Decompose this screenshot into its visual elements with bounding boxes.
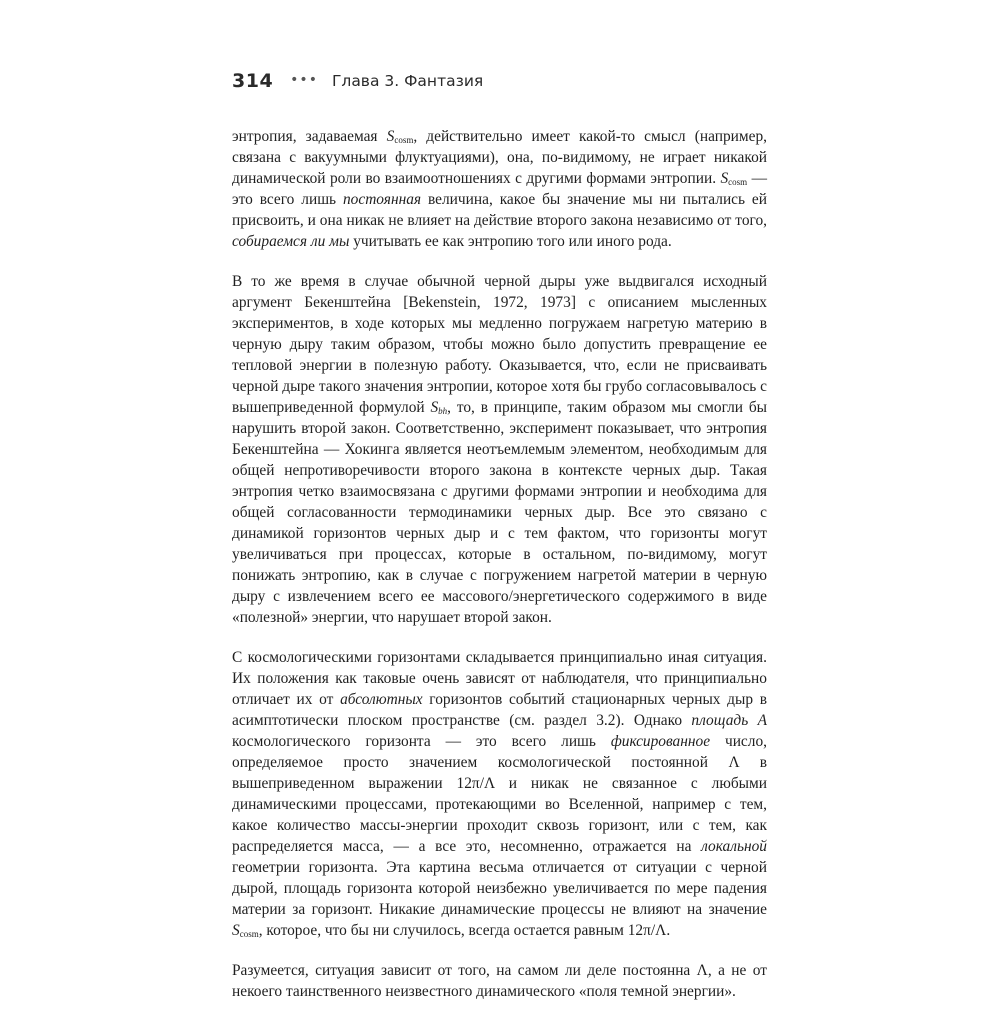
text-run: — это всего лишь bbox=[232, 170, 767, 208]
emphasis-text: постоянная bbox=[342, 191, 422, 208]
text-run: , которое, что бы ни случилось, всегда остается равным 12π/Λ. bbox=[258, 922, 671, 939]
text-run: В то же время в случае обычной черной дыры уже выдвигался исходный аргумент Бекенштейна [Bekenstein, 1972, 1973] с описанием мысленных экспериментов, в ходе которых мы медленно погружаем нагретую материю в черную дыру таким образом, чтобы можно было допустить превращение ее тепловой энергии в полезную работу. Оказывается, что, если не присваивать черной дыре такого значения энтропии, которое хотя бы грубо согласовывалось с вышеприведенной формулой bbox=[232, 273, 767, 416]
paragraph bbox=[232, 271, 767, 628]
text-run: С космологическими горизонтами складывается принципиально иная ситуация. Их положения как таковые очень зависят от наблюдателя, что принципиально отличает их от bbox=[232, 649, 767, 708]
paragraph bbox=[232, 960, 767, 1002]
emphasis-text: абсолютных bbox=[340, 691, 423, 708]
subscript-text: cosm bbox=[394, 135, 414, 145]
text-run: горизонтов событий стационарных черных дыр в асимптотически плоском пространстве (см. раздел 3.2). Однако bbox=[232, 691, 767, 729]
emphasis-text: площадь A bbox=[691, 712, 767, 729]
text-run: величина, какое бы значение мы ни пытались ей присвоить, и она никак не влияет на действие второго закона независимо от того, bbox=[232, 191, 767, 229]
emphasis-text: локальной bbox=[701, 838, 767, 855]
paragraph bbox=[232, 647, 767, 941]
emphasis-text: S bbox=[232, 922, 240, 939]
separator-dots-icon: ••• bbox=[290, 72, 318, 88]
paragraph bbox=[232, 126, 767, 252]
subscript-text: bh bbox=[438, 406, 448, 416]
text-run: число, определяемое просто значением космологической постоянной Λ в вышеприведенном выражении 12π/Λ и никак не связанное с любыми динамическими процессами, протекающими во Вселенной, например с тем, какое количество массы-энергии проходит сквозь горизонт, или с тем, как распределяется масса, — а все это, несомненно, отражается на bbox=[232, 733, 767, 855]
emphasis-text: собираемся ли мы bbox=[232, 233, 350, 250]
emphasis-text: S bbox=[386, 128, 395, 145]
text-run: геометрии горизонта. Эта картина весьма отличается от ситуации с черной дырой, площадь горизонта которой неизбежно увеличивается по мере падения материи за горизонт. Никакие динамические процессы не влияют на значение bbox=[232, 859, 767, 918]
text-run: Разумеется, ситуация зависит от того, на самом ли деле постоянна Λ, а не от некоего таинственного неизвестного динамического «поля темной энергии». bbox=[232, 962, 767, 1000]
chapter-title: Глава 3. Фантазия bbox=[331, 72, 484, 90]
text-run: учитывать ее как энтропию того или иного рода. bbox=[349, 233, 672, 250]
text-run: энтропия, задаваемая bbox=[232, 128, 387, 145]
emphasis-text: S bbox=[720, 170, 729, 187]
page-number: 314 bbox=[232, 70, 274, 92]
emphasis-text: фиксированное bbox=[610, 733, 711, 750]
emphasis-text: S bbox=[430, 399, 439, 416]
text-run: космологического горизонта — это всего лишь bbox=[232, 733, 611, 750]
running-header bbox=[232, 66, 483, 96]
subscript-text: cosm bbox=[239, 929, 259, 939]
subscript-text: cosm bbox=[728, 177, 748, 187]
page-body bbox=[232, 126, 767, 1021]
text-run: , то, в принципе, таким образом мы смогли бы нарушить второй закон. Соответственно, эксперимент показывает, что энтропия Бекенштейна — Хокинга является неотъемлемым элементом, необходимым для общей непротиворечивости второго закона в контексте черных дыр. Такая энтропия четко взаимосвязана с другими формами энтропии и необходима для общей согласованности термодинамики черных дыр. Все это связано с динамикой горизонтов черных дыр и с тем фактом, что горизонты могут увеличиваться при процессах, которые в остальном, по-видимому, могут понижать энтропию, как в случае с погружением нагретой материи в черную дыру с извлечением всего ее массового/энергетического содержимого в виде «полезной» энергии, что нарушает второй закон. bbox=[232, 399, 767, 626]
text-run: , действительно имеет какой-то смысл (например, связана с вакуумными флуктуациями), она, по-видимому, не играет никакой динамической роли во взаимоотношениях с другими формами энтропии. bbox=[232, 128, 767, 187]
